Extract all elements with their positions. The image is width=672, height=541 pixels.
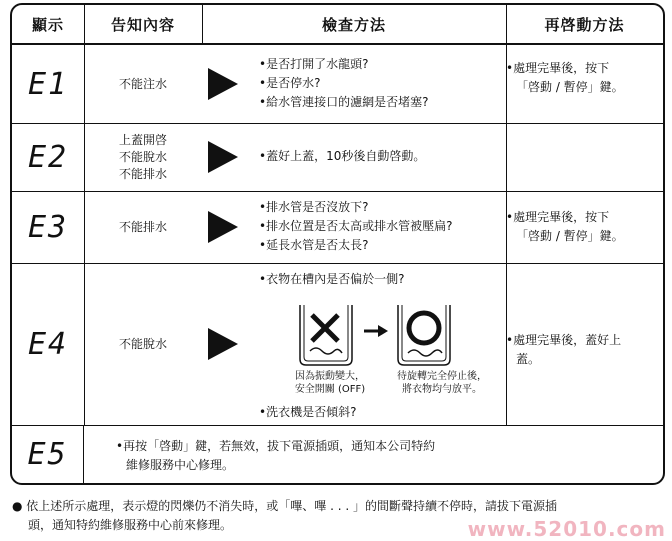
error-code: E2 <box>27 139 69 175</box>
error-code: E5 <box>12 425 84 483</box>
check-list <box>259 198 452 255</box>
instruction-line: 維修服務中心修理。 <box>126 458 235 472</box>
error-message <box>84 191 202 263</box>
check-list <box>259 403 356 422</box>
error-message <box>84 45 202 123</box>
message-line: 不能脫水 <box>118 336 167 351</box>
arrow-icon <box>208 141 238 173</box>
error-message <box>84 263 202 425</box>
arrow-icon <box>208 68 238 100</box>
restart-line: 蓋。 <box>516 352 541 366</box>
check-item: •排水位置是否太高或排水管被壓扁? <box>259 219 453 233</box>
table-row-e4 <box>12 263 663 426</box>
caption-line: 安全開關 (OFF) <box>294 384 366 395</box>
message-line: 上蓋開啓 <box>118 132 167 147</box>
check-list <box>259 270 404 289</box>
error-message <box>84 123 202 191</box>
restart-line: •處理完畢後，按下 <box>506 61 610 75</box>
check-item: •給水管連接口的濾網是否堵塞? <box>259 95 429 109</box>
figure-caption-left <box>280 370 380 396</box>
error-code: E3 <box>27 209 69 245</box>
header-display: 顯示 <box>31 15 64 34</box>
header-message: 告知內容 <box>110 15 175 34</box>
arrow-right-icon <box>364 325 388 337</box>
caption-line: 因為振動變大， <box>295 371 365 382</box>
restart-method <box>506 331 656 369</box>
table-row-e1 <box>12 45 663 124</box>
check-item: •蓋好上蓋，10秒後自動啓動。 <box>259 149 426 163</box>
message-line: 不能脫水 <box>118 149 167 164</box>
figure-caption-right <box>388 370 496 396</box>
unbalanced-tub-icon <box>300 305 352 365</box>
column-divider <box>202 5 203 43</box>
check-item: •延長水管是否太長? <box>259 238 369 252</box>
message-line: 不能排水 <box>118 219 167 234</box>
restart-method <box>506 208 656 246</box>
header-restart: 再啓動方法 <box>544 15 625 34</box>
message-line: 不能注水 <box>118 76 167 91</box>
watermark: www.52010.com <box>467 517 666 541</box>
error-code-table <box>10 3 665 485</box>
message-line: 不能排水 <box>118 166 167 181</box>
restart-line: 「啓動 / 暫停」鍵。 <box>516 80 624 94</box>
restart-line: 「啓動 / 暫停」鍵。 <box>516 229 624 243</box>
caption-line: 待旋轉完全停止後， <box>397 371 487 382</box>
check-item: •衣物在槽內是否偏於一側? <box>259 272 405 286</box>
check-list <box>259 147 425 166</box>
arrow-icon <box>208 211 238 243</box>
caption-line: 將衣物均勻放平。 <box>402 384 482 395</box>
footnote-line: 頭，通知特約維修服務中心前來修理。 <box>28 518 233 532</box>
header-check: 檢查方法 <box>321 15 386 34</box>
table-row-e5 <box>12 425 663 483</box>
e5-instructions <box>116 437 435 475</box>
error-code: E4 <box>27 326 69 362</box>
washer-tub-figure <box>292 301 462 371</box>
balanced-tub-icon <box>398 305 450 365</box>
arrow-icon <box>208 328 238 360</box>
check-item: •是否停水? <box>259 76 321 90</box>
check-item: •排水管是否沒放下? <box>259 200 369 214</box>
check-item: •是否打開了水龍頭? <box>259 57 369 71</box>
restart-line: •處理完畢後，蓋好上 <box>506 333 622 347</box>
table-row-e2 <box>12 123 663 192</box>
check-list <box>259 55 428 112</box>
restart-line: •處理完畢後，按下 <box>506 210 610 224</box>
check-item: •洗衣機是否傾斜? <box>259 405 357 419</box>
restart-method <box>506 59 656 97</box>
error-code: E1 <box>27 66 69 102</box>
footnote-line: ● 依上述所示處理，表示燈的閃爍仍不消失時，或「嗶、嗶 . . . 」的間斷聲持續不停時，請拔下電源插 <box>12 499 557 513</box>
instruction-line: •再按「啓動」鍵，若無效，拔下電源插頭，通知本公司特約 <box>116 439 436 453</box>
table-header <box>12 5 663 45</box>
table-row-e3 <box>12 191 663 264</box>
